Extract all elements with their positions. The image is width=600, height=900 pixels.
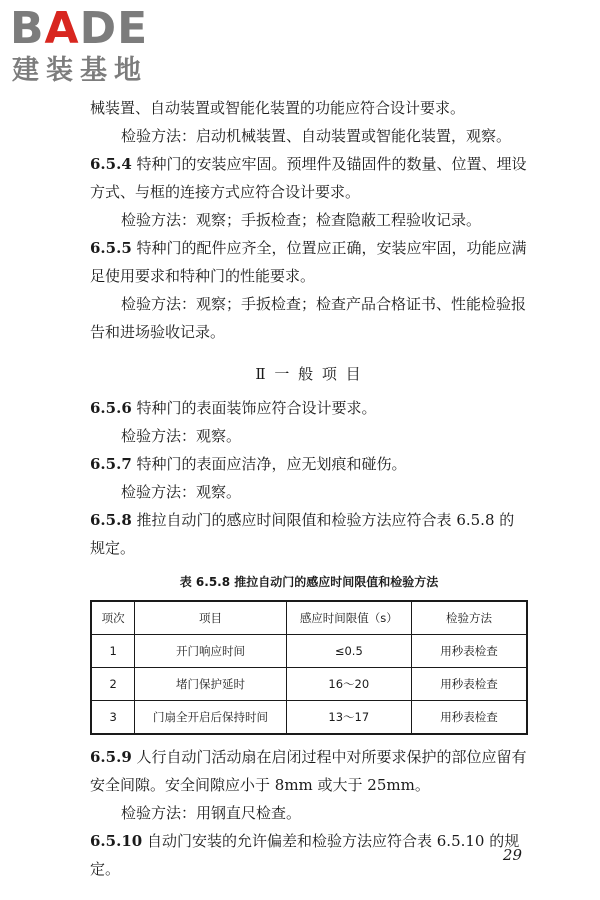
table-row — [91, 635, 527, 668]
paragraph-continuation: 械装置、自动装置或智能化装置的功能应符合设计要求。 — [90, 99, 466, 117]
inspection-method: 检验方法：用钢直尺检查。 — [121, 804, 302, 822]
clause-text: 推拉自动门的感应时间限值和检验方法应符合表 6.5.8 的规定。 — [90, 511, 515, 557]
clause-6-5-6 — [90, 394, 528, 422]
cell-index: 3 — [91, 701, 135, 735]
clause-number: 6.5.5 — [90, 239, 132, 257]
inspection-method: 检验方法：观察；手扳检查；检查产品合格证书、性能检验报告和进场验收记录。 — [90, 295, 527, 341]
page-number: 29 — [502, 846, 522, 864]
logo-wordmark — [10, 4, 148, 54]
clause-number: 6.5.9 — [90, 748, 132, 766]
cell-limit: ≤0.5 — [286, 635, 411, 668]
cell-item: 堵门保护延时 — [135, 668, 286, 701]
clause-number: 6.5.10 — [90, 832, 143, 850]
table-row — [91, 668, 527, 701]
clause-text: 特种门的表面应洁净，应无划痕和碰伤。 — [136, 455, 407, 473]
document-body — [90, 94, 528, 883]
inspection-method: 检验方法：观察。 — [121, 427, 242, 445]
header-item: 项目 — [135, 601, 286, 635]
cell-method: 用秒表检查 — [412, 635, 527, 668]
inspection-method: 检验方法：观察。 — [121, 483, 242, 501]
logo-subtitle: 建装基地 — [12, 55, 148, 86]
logo-letter-a: A — [44, 3, 80, 54]
table-header-row — [91, 601, 527, 635]
cell-method: 用秒表检查 — [412, 701, 527, 735]
clause-number: 6.5.8 — [90, 511, 132, 529]
section-heading: Ⅱ 一 般 项 目 — [255, 365, 363, 383]
table-row — [91, 701, 527, 735]
clause-6-5-10 — [90, 827, 528, 883]
clause-text: 特种门的安装应牢固。预埋件及锚固件的数量、位置、埋设方式、与框的连接方式应符合设计要求。 — [90, 155, 527, 201]
logo — [10, 4, 180, 94]
cell-method: 用秒表检查 — [412, 668, 527, 701]
clause-6-5-4 — [90, 150, 528, 206]
clause-6-5-8 — [90, 506, 528, 562]
clause-text: 自动门安装的允许偏差和检验方法应符合表 6.5.10 的规定。 — [90, 832, 520, 878]
cell-item: 门扇全开启后保持时间 — [135, 701, 286, 735]
cell-index: 2 — [91, 668, 135, 701]
clause-number: 6.5.6 — [90, 399, 132, 417]
clause-text: 特种门的表面装饰应符合设计要求。 — [136, 399, 377, 417]
inspection-method: 检验方法：启动机械装置、自动装置或智能化装置，观察。 — [121, 127, 512, 145]
logo-letters-de: DE — [79, 3, 149, 54]
logo-letter-b: B — [10, 3, 45, 54]
clause-6-5-7 — [90, 450, 528, 478]
cell-index: 1 — [91, 635, 135, 668]
clause-6-5-5 — [90, 234, 528, 290]
clause-6-5-9 — [90, 743, 528, 799]
cell-limit: 13～17 — [286, 701, 411, 735]
cell-item: 开门响应时间 — [135, 635, 286, 668]
header-limit: 感应时间限值（s） — [286, 601, 411, 635]
header-method: 检验方法 — [412, 601, 527, 635]
clause-text: 人行自动门活动扇在启闭过程中对所要求保护的部位应留有安全间隙。安全间隙应小于 8mm 或大于 25mm。 — [90, 748, 527, 794]
header-index: 项次 — [91, 601, 135, 635]
sensing-time-table — [90, 600, 528, 735]
clause-number: 6.5.7 — [90, 455, 132, 473]
table-caption: 表 6.5.8 推拉自动门的感应时间限值和检验方法 — [179, 575, 439, 589]
cell-limit: 16～20 — [286, 668, 411, 701]
clause-text: 特种门的配件应齐全，位置应正确，安装应牢固，功能应满足使用要求和特种门的性能要求。 — [90, 239, 527, 285]
inspection-method: 检验方法：观察；手扳检查；检查隐蔽工程验收记录。 — [121, 211, 482, 229]
clause-number: 6.5.4 — [90, 155, 132, 173]
